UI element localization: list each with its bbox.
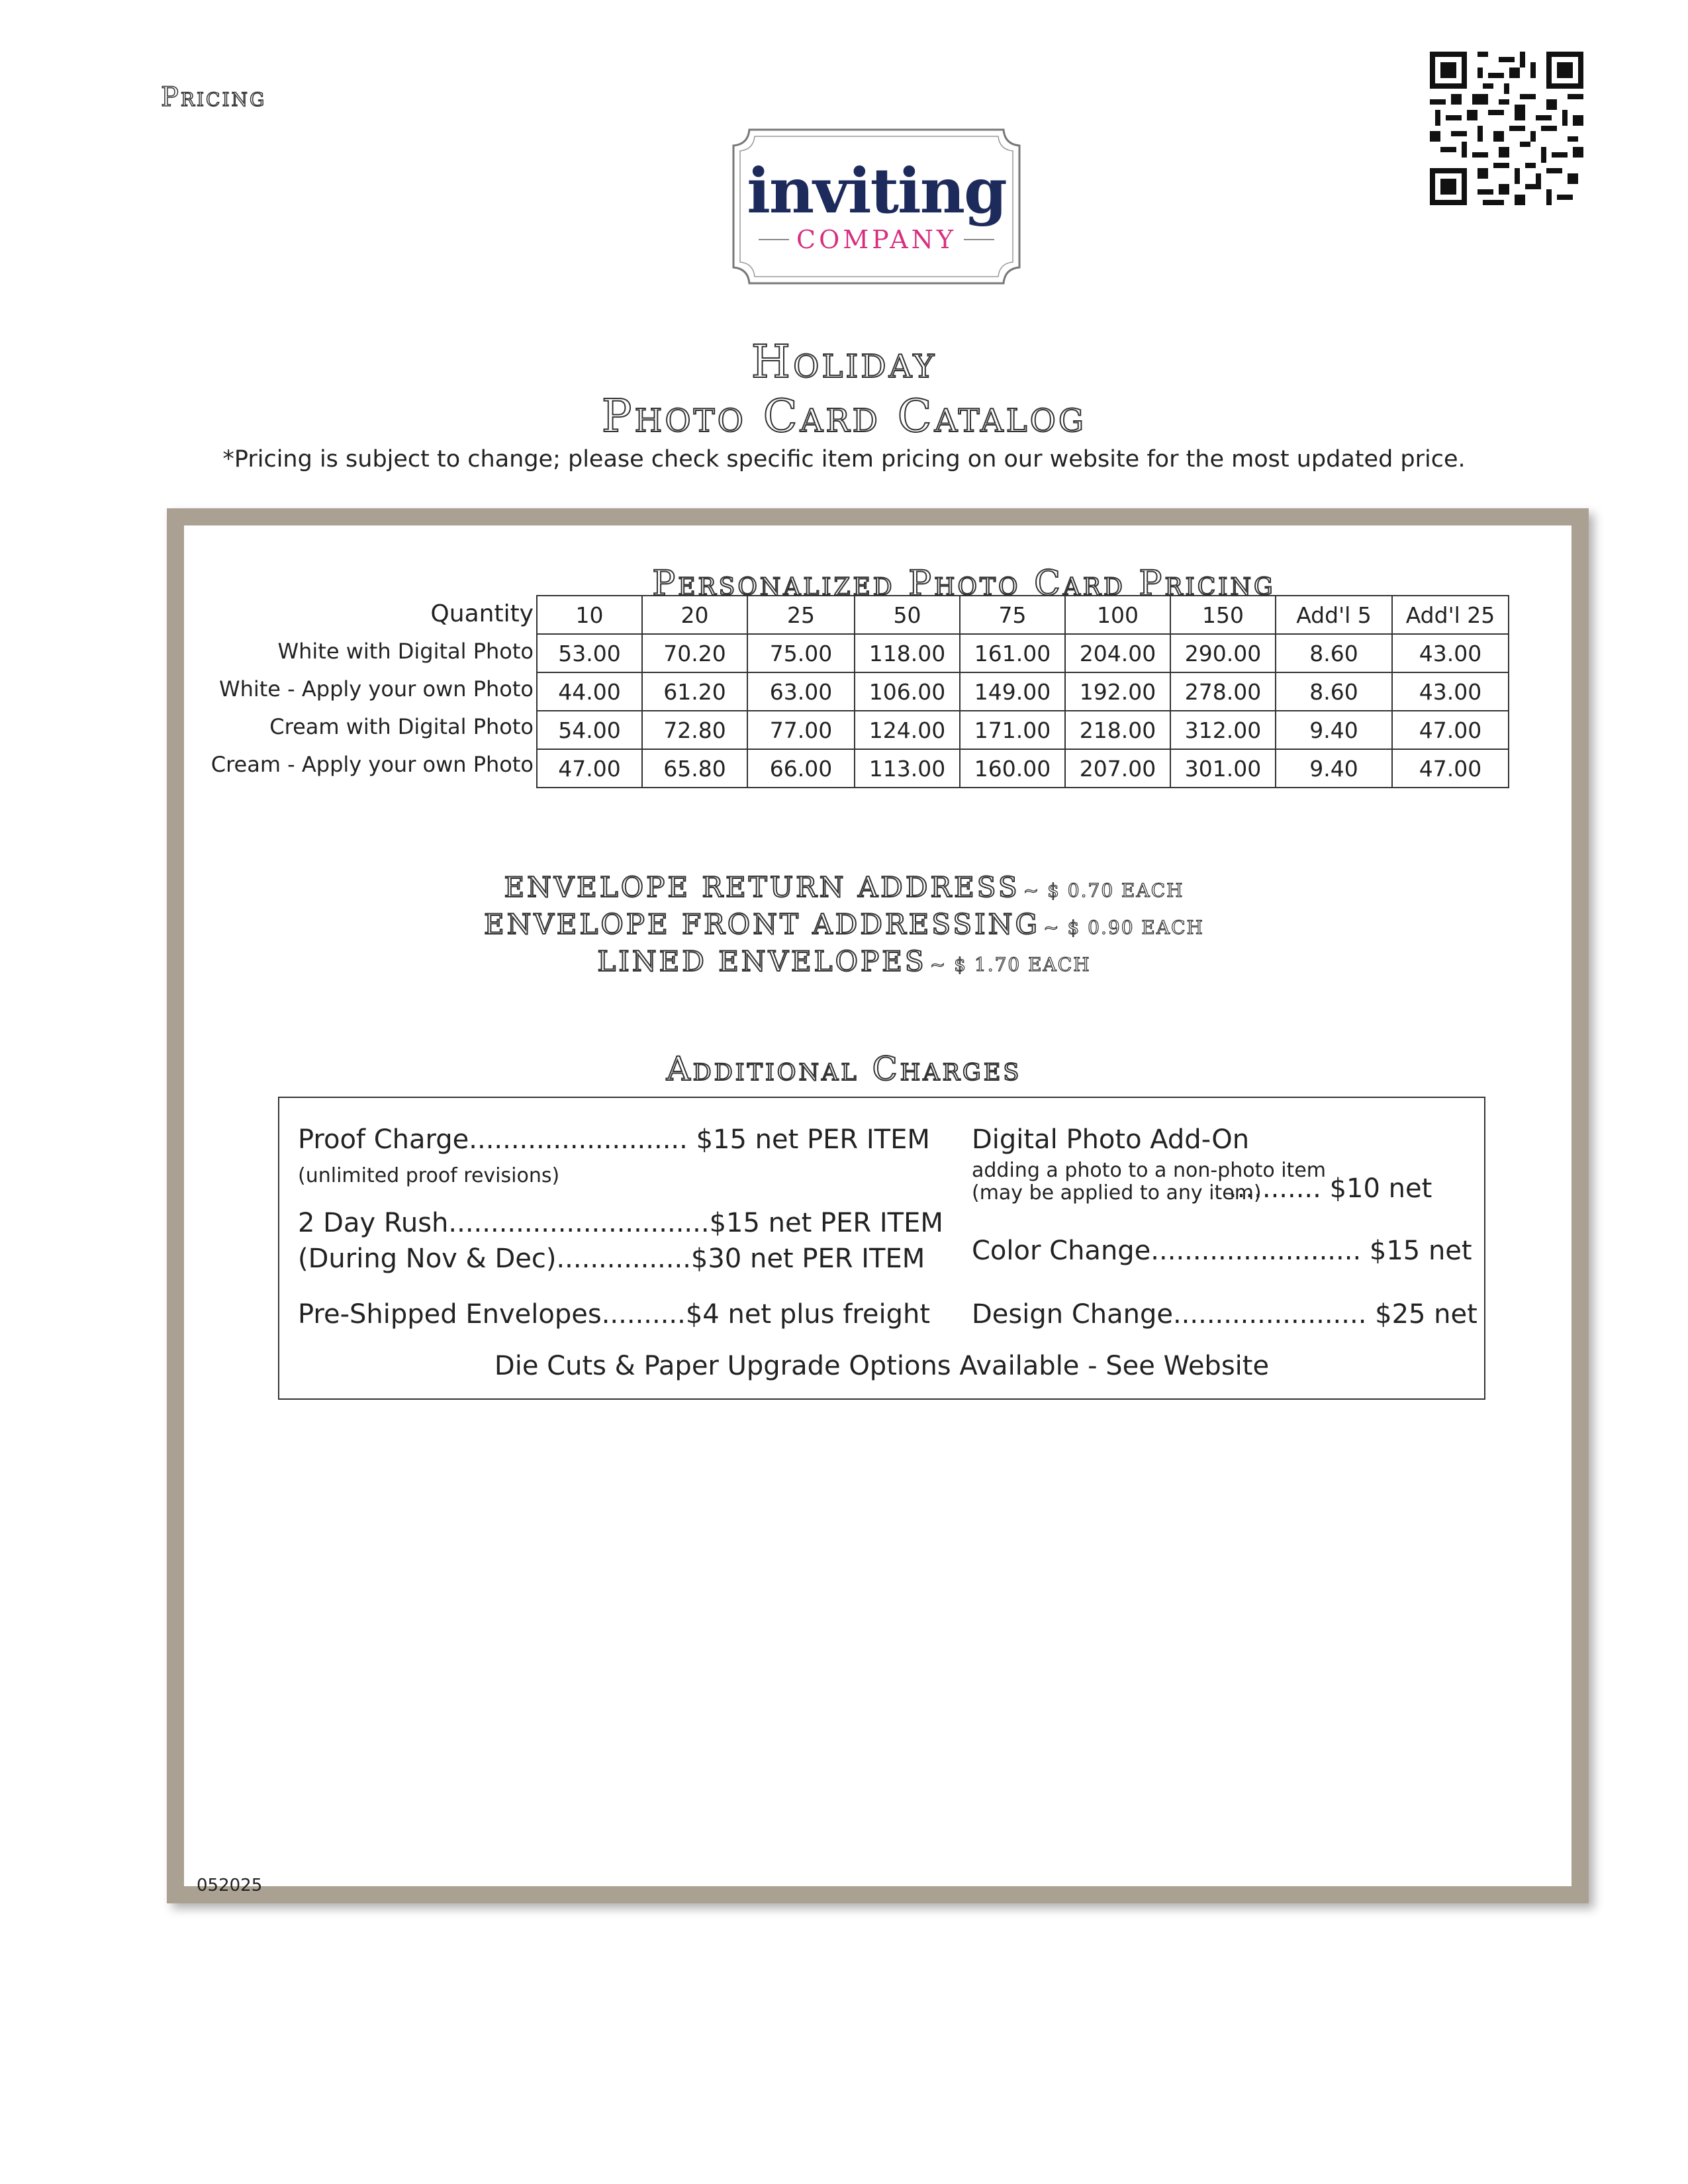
- company-logo: [731, 127, 1022, 286]
- envelope-option-price: ~ $ 0.90 EACH: [1043, 917, 1204, 938]
- document-code: 052025: [197, 1876, 263, 1895]
- price-cell: 44.00: [537, 672, 642, 711]
- envelope-line: [0, 871, 1688, 903]
- price-cell: 106.00: [855, 672, 960, 711]
- row-label: Cream with Digital Photo: [269, 714, 534, 739]
- price-cell: 72.80: [642, 711, 747, 749]
- proof-charge: Proof Charge.......................... $15 net PER ITEM: [298, 1124, 930, 1155]
- quantity-label: Quantity: [430, 600, 534, 627]
- price-cell: 118.00: [855, 634, 960, 672]
- price-cell: 301.00: [1170, 749, 1276, 788]
- design-change-charge: Design Change....................... $25 net: [972, 1299, 1477, 1330]
- price-cell: 207.00: [1065, 749, 1170, 788]
- column-header: 150: [1170, 596, 1276, 634]
- row-label: White with Digital Photo: [277, 639, 534, 664]
- column-header: Add'l 5: [1276, 596, 1392, 634]
- table-row: [537, 672, 1509, 711]
- column-header: 10: [537, 596, 642, 634]
- digital-photo-addon-price: ........... $10 net: [1229, 1173, 1432, 1204]
- row-label: Cream - Apply your own Photo: [211, 752, 534, 777]
- price-cell: 9.40: [1276, 711, 1392, 749]
- envelope-option-name: LINED ENVELOPES: [597, 945, 927, 978]
- price-cell: 54.00: [537, 711, 642, 749]
- logo-wordmark: inviting: [747, 155, 1006, 228]
- envelope-option-name: ENVELOPE FRONT ADDRESSING: [484, 908, 1041, 940]
- column-header: Add'l 25: [1392, 596, 1509, 634]
- price-table: [536, 595, 1509, 788]
- additional-charges-box: [278, 1097, 1485, 1400]
- digital-photo-addon-note: adding a photo to a non-photo item: [972, 1159, 1327, 1182]
- pricing-heading: Personalized Photo Card Pricing: [652, 564, 1276, 604]
- section-label: Pricing: [161, 82, 267, 113]
- envelope-line: [0, 945, 1688, 978]
- additional-charges-heading: Additional Charges: [666, 1050, 1022, 1088]
- price-cell: 63.00: [747, 672, 855, 711]
- envelope-option-price: ~ $ 0.70 EACH: [1023, 880, 1184, 901]
- price-cell: 75.00: [747, 634, 855, 672]
- table-header-row: [537, 596, 1509, 634]
- price-cell: 47.00: [1392, 711, 1509, 749]
- price-cell: 61.20: [642, 672, 747, 711]
- column-header: 50: [855, 596, 960, 634]
- price-cell: 192.00: [1065, 672, 1170, 711]
- price-cell: 66.00: [747, 749, 855, 788]
- logo-subtitle: COMPANY: [796, 225, 957, 254]
- preshipped-envelopes-charge: Pre-Shipped Envelopes..........$4 net plus freight: [298, 1299, 931, 1330]
- price-cell: 8.60: [1276, 672, 1392, 711]
- row-labels: [192, 595, 543, 784]
- table-row: [537, 634, 1509, 672]
- column-header: 20: [642, 596, 747, 634]
- envelope-option-price: ~ $ 1.70 EACH: [929, 954, 1091, 976]
- price-cell: 47.00: [1392, 749, 1509, 788]
- price-cell: 113.00: [855, 749, 960, 788]
- color-change-charge: Color Change......................... $15 net: [972, 1236, 1472, 1266]
- qr-code: [1430, 52, 1583, 205]
- price-cell: 312.00: [1170, 711, 1276, 749]
- price-cell: 171.00: [960, 711, 1065, 749]
- price-cell: 218.00: [1065, 711, 1170, 749]
- price-cell: 204.00: [1065, 634, 1170, 672]
- row-label: White - Apply your own Photo: [218, 676, 534, 702]
- proof-charge-note: (unlimited proof revisions): [298, 1164, 560, 1187]
- price-cell: 160.00: [960, 749, 1065, 788]
- table-row: [537, 749, 1509, 788]
- pricing-disclaimer: *Pricing is subject to change; please check specific item pricing on our website for the most updated price.: [222, 446, 1466, 473]
- column-header: 100: [1065, 596, 1170, 634]
- envelope-option-name: ENVELOPE RETURN ADDRESS: [504, 871, 1020, 903]
- price-cell: 149.00: [960, 672, 1065, 711]
- price-cell: 47.00: [537, 749, 642, 788]
- page-title-line-2: Photo Card Catalog: [601, 390, 1087, 443]
- table-row: [537, 711, 1509, 749]
- price-cell: 278.00: [1170, 672, 1276, 711]
- price-cell: 290.00: [1170, 634, 1276, 672]
- price-cell: 124.00: [855, 711, 960, 749]
- rush-holiday-charge: (During Nov & Dec)................$30 net PER ITEM: [298, 1244, 925, 1274]
- digital-photo-addon-title: Digital Photo Add-On: [972, 1124, 1250, 1155]
- price-cell: 70.20: [642, 634, 747, 672]
- column-header: 75: [960, 596, 1065, 634]
- envelope-line: [0, 908, 1688, 940]
- digital-photo-addon-note: (may be applied to any item): [972, 1181, 1262, 1205]
- price-cell: 65.80: [642, 749, 747, 788]
- price-cell: 53.00: [537, 634, 642, 672]
- rush-charge: 2 Day Rush...............................$15 net PER ITEM: [298, 1208, 943, 1238]
- price-cell: 77.00: [747, 711, 855, 749]
- price-cell: 9.40: [1276, 749, 1392, 788]
- price-cell: 161.00: [960, 634, 1065, 672]
- upgrade-options-note: Die Cuts & Paper Upgrade Options Available - See Website: [494, 1351, 1270, 1381]
- page-title-line-1: Holiday: [751, 336, 937, 388]
- price-cell: 43.00: [1392, 672, 1509, 711]
- column-header: 25: [747, 596, 855, 634]
- price-cell: 8.60: [1276, 634, 1392, 672]
- price-cell: 43.00: [1392, 634, 1509, 672]
